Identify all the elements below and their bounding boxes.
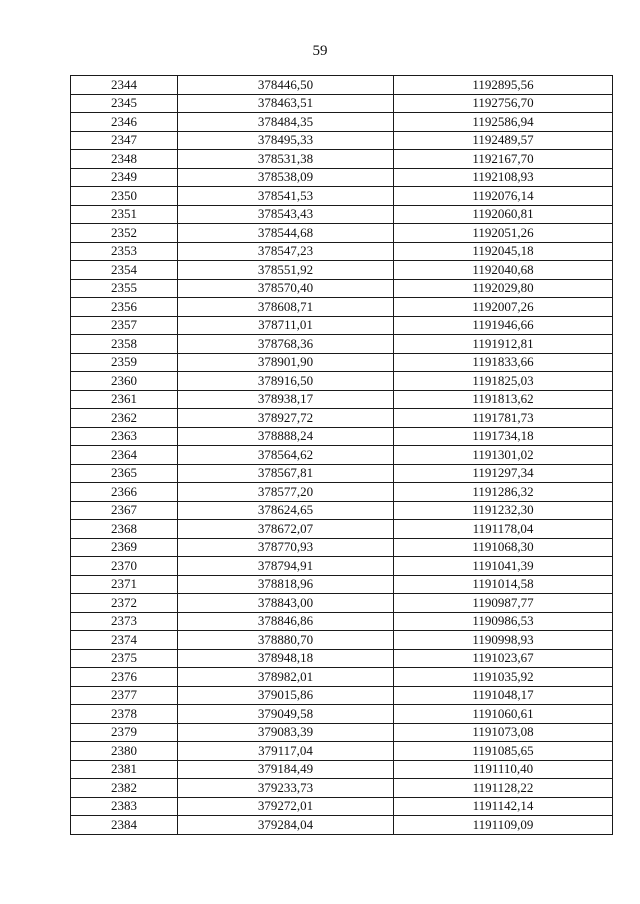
point-number-cell: 2371 (71, 575, 178, 594)
y-coordinate-cell: 1190986,53 (394, 612, 613, 631)
table-row (71, 353, 613, 372)
x-coordinate-cell: 378564,62 (178, 446, 394, 465)
table-row (71, 76, 613, 95)
y-coordinate-cell: 1191301,02 (394, 446, 613, 465)
y-coordinate-cell: 1192029,80 (394, 279, 613, 298)
y-coordinate-cell: 1191781,73 (394, 409, 613, 428)
point-number-cell: 2350 (71, 187, 178, 206)
point-number-cell: 2362 (71, 409, 178, 428)
table-row (71, 705, 613, 724)
table-row (71, 742, 613, 761)
table-row (71, 224, 613, 243)
y-coordinate-cell: 1191912,81 (394, 335, 613, 354)
x-coordinate-cell: 378570,40 (178, 279, 394, 298)
y-coordinate-cell: 1191110,40 (394, 760, 613, 779)
y-coordinate-cell: 1191232,30 (394, 501, 613, 520)
y-coordinate-cell: 1191825,03 (394, 372, 613, 391)
table-row (71, 779, 613, 798)
table-row (71, 464, 613, 483)
point-number-cell: 2384 (71, 816, 178, 835)
x-coordinate-cell: 378551,92 (178, 261, 394, 280)
point-number-cell: 2347 (71, 131, 178, 150)
table-row (71, 649, 613, 668)
table-row (71, 168, 613, 187)
y-coordinate-cell: 1192051,26 (394, 224, 613, 243)
point-number-cell: 2354 (71, 261, 178, 280)
x-coordinate-cell: 378818,96 (178, 575, 394, 594)
x-coordinate-cell: 378672,07 (178, 520, 394, 539)
table-row (71, 594, 613, 613)
x-coordinate-cell: 378567,81 (178, 464, 394, 483)
point-number-cell: 2373 (71, 612, 178, 631)
table-row (71, 372, 613, 391)
x-coordinate-cell: 378846,86 (178, 612, 394, 631)
point-number-cell: 2348 (71, 150, 178, 169)
table-row (71, 446, 613, 465)
table-row (71, 483, 613, 502)
x-coordinate-cell: 378768,36 (178, 335, 394, 354)
y-coordinate-cell: 1192108,93 (394, 168, 613, 187)
table-row (71, 668, 613, 687)
page-number: 59 (312, 43, 328, 59)
x-coordinate-cell: 378577,20 (178, 483, 394, 502)
table-row (71, 409, 613, 428)
point-number-cell: 2366 (71, 483, 178, 502)
point-number-cell: 2351 (71, 205, 178, 224)
point-number-cell: 2368 (71, 520, 178, 539)
point-number-cell: 2370 (71, 557, 178, 576)
table-row (71, 131, 613, 150)
point-number-cell: 2355 (71, 279, 178, 298)
table-row (71, 279, 613, 298)
y-coordinate-cell: 1191073,08 (394, 723, 613, 742)
x-coordinate-cell: 378463,51 (178, 94, 394, 113)
point-number-cell: 2372 (71, 594, 178, 613)
point-number-cell: 2346 (71, 113, 178, 132)
table-row (71, 335, 613, 354)
y-coordinate-cell: 1192045,18 (394, 242, 613, 261)
x-coordinate-cell: 378880,70 (178, 631, 394, 650)
point-number-cell: 2357 (71, 316, 178, 335)
table-row (71, 427, 613, 446)
y-coordinate-cell: 1190987,77 (394, 594, 613, 613)
y-coordinate-cell: 1192895,56 (394, 76, 613, 95)
x-coordinate-cell: 378770,93 (178, 538, 394, 557)
y-coordinate-cell: 1191060,61 (394, 705, 613, 724)
x-coordinate-cell: 379015,86 (178, 686, 394, 705)
table-row (71, 612, 613, 631)
x-coordinate-cell: 378495,33 (178, 131, 394, 150)
point-number-cell: 2380 (71, 742, 178, 761)
y-coordinate-cell: 1191109,09 (394, 816, 613, 835)
table-row (71, 520, 613, 539)
x-coordinate-cell: 378538,09 (178, 168, 394, 187)
point-number-cell: 2358 (71, 335, 178, 354)
y-coordinate-cell: 1191286,32 (394, 483, 613, 502)
table-row (71, 261, 613, 280)
table-row (71, 538, 613, 557)
table-row (71, 205, 613, 224)
table-row (71, 298, 613, 317)
table-row (71, 187, 613, 206)
y-coordinate-cell: 1192060,81 (394, 205, 613, 224)
y-coordinate-cell: 1191142,14 (394, 797, 613, 816)
y-coordinate-cell: 1192586,94 (394, 113, 613, 132)
x-coordinate-cell: 379233,73 (178, 779, 394, 798)
table-row (71, 113, 613, 132)
x-coordinate-cell: 378544,68 (178, 224, 394, 243)
point-number-cell: 2363 (71, 427, 178, 446)
table-row (71, 94, 613, 113)
point-number-cell: 2376 (71, 668, 178, 687)
table-row (71, 501, 613, 520)
x-coordinate-cell: 378948,18 (178, 649, 394, 668)
point-number-cell: 2352 (71, 224, 178, 243)
x-coordinate-cell: 378901,90 (178, 353, 394, 372)
point-number-cell: 2367 (71, 501, 178, 520)
x-coordinate-cell: 379184,49 (178, 760, 394, 779)
x-coordinate-cell: 379272,01 (178, 797, 394, 816)
point-number-cell: 2382 (71, 779, 178, 798)
x-coordinate-cell: 379117,04 (178, 742, 394, 761)
x-coordinate-cell: 378711,01 (178, 316, 394, 335)
point-number-cell: 2364 (71, 446, 178, 465)
point-number-cell: 2360 (71, 372, 178, 391)
point-number-cell: 2379 (71, 723, 178, 742)
y-coordinate-cell: 1190998,93 (394, 631, 613, 650)
table-row (71, 316, 613, 335)
y-coordinate-cell: 1191014,58 (394, 575, 613, 594)
point-number-cell: 2349 (71, 168, 178, 187)
x-coordinate-cell: 378608,71 (178, 298, 394, 317)
table-body (71, 76, 613, 835)
y-coordinate-cell: 1191813,62 (394, 390, 613, 409)
y-coordinate-cell: 1192007,26 (394, 298, 613, 317)
point-number-cell: 2345 (71, 94, 178, 113)
y-coordinate-cell: 1191297,34 (394, 464, 613, 483)
x-coordinate-cell: 378938,17 (178, 390, 394, 409)
x-coordinate-cell: 379049,58 (178, 705, 394, 724)
table-row (71, 631, 613, 650)
table-row (71, 797, 613, 816)
x-coordinate-cell: 378446,50 (178, 76, 394, 95)
point-number-cell: 2369 (71, 538, 178, 557)
table-row (71, 242, 613, 261)
y-coordinate-cell: 1192076,14 (394, 187, 613, 206)
point-number-cell: 2374 (71, 631, 178, 650)
x-coordinate-cell: 378543,43 (178, 205, 394, 224)
table-row (71, 150, 613, 169)
point-number-cell: 2344 (71, 76, 178, 95)
x-coordinate-cell: 379284,04 (178, 816, 394, 835)
point-number-cell: 2378 (71, 705, 178, 724)
y-coordinate-cell: 1192756,70 (394, 94, 613, 113)
point-number-cell: 2381 (71, 760, 178, 779)
x-coordinate-cell: 378843,00 (178, 594, 394, 613)
y-coordinate-cell: 1192167,70 (394, 150, 613, 169)
point-number-cell: 2377 (71, 686, 178, 705)
x-coordinate-cell: 378541,53 (178, 187, 394, 206)
y-coordinate-cell: 1192040,68 (394, 261, 613, 280)
x-coordinate-cell: 378982,01 (178, 668, 394, 687)
y-coordinate-cell: 1191041,39 (394, 557, 613, 576)
coordinates-table (70, 75, 613, 835)
y-coordinate-cell: 1191178,04 (394, 520, 613, 539)
y-coordinate-cell: 1191946,66 (394, 316, 613, 335)
table-row (71, 557, 613, 576)
y-coordinate-cell: 1192489,57 (394, 131, 613, 150)
x-coordinate-cell: 378888,24 (178, 427, 394, 446)
y-coordinate-cell: 1191023,67 (394, 649, 613, 668)
table-row (71, 575, 613, 594)
y-coordinate-cell: 1191128,22 (394, 779, 613, 798)
x-coordinate-cell: 378916,50 (178, 372, 394, 391)
y-coordinate-cell: 1191085,65 (394, 742, 613, 761)
y-coordinate-cell: 1191833,66 (394, 353, 613, 372)
x-coordinate-cell: 378484,35 (178, 113, 394, 132)
table-row (71, 723, 613, 742)
x-coordinate-cell: 378531,38 (178, 150, 394, 169)
point-number-cell: 2383 (71, 797, 178, 816)
point-number-cell: 2353 (71, 242, 178, 261)
y-coordinate-cell: 1191068,30 (394, 538, 613, 557)
point-number-cell: 2375 (71, 649, 178, 668)
point-number-cell: 2359 (71, 353, 178, 372)
table-row (71, 816, 613, 835)
x-coordinate-cell: 378624,65 (178, 501, 394, 520)
y-coordinate-cell: 1191734,18 (394, 427, 613, 446)
x-coordinate-cell: 378794,91 (178, 557, 394, 576)
x-coordinate-cell: 378547,23 (178, 242, 394, 261)
x-coordinate-cell: 378927,72 (178, 409, 394, 428)
y-coordinate-cell: 1191035,92 (394, 668, 613, 687)
y-coordinate-cell: 1191048,17 (394, 686, 613, 705)
x-coordinate-cell: 379083,39 (178, 723, 394, 742)
table-row (71, 390, 613, 409)
point-number-cell: 2356 (71, 298, 178, 317)
table-row (71, 760, 613, 779)
point-number-cell: 2361 (71, 390, 178, 409)
point-number-cell: 2365 (71, 464, 178, 483)
table-row (71, 686, 613, 705)
